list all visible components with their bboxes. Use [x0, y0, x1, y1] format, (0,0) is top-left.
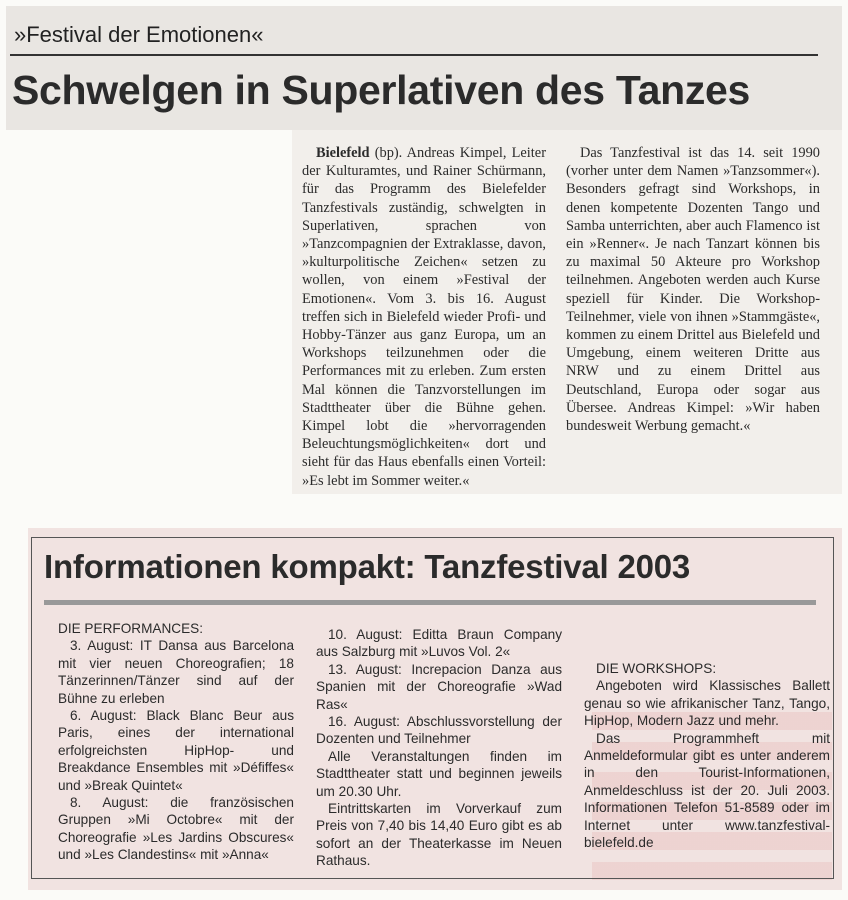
article-column-2: [566, 144, 820, 435]
infobox-column-2: [316, 626, 562, 870]
performance-item: 3. August: IT Dansa aus Barcelona mit vier neuen Choreografien; 18 Tänzerinnen/Tänzer sind auf der Bühne zu erleben: [58, 638, 294, 706]
performance-item: 10. August: Editta Braun Company aus Salzburg mit »Luvos Vol. 2«: [316, 627, 562, 660]
infobox-rule: [44, 600, 816, 605]
infobox-title: Informationen kompakt: Tanzfestival 2003: [44, 548, 691, 585]
article-paragraph-2: Das Tanzfestival ist das 14. seit 1990 (vorher unter dem Namen »Tanzsommer«). Besonders gefragt sind Workshops, in denen kompetente Dozenten Tango und Samba unterrichten, aber auch Flamenco ist ein »Renner«. Je nach Tanzart können bis zu maximal 50 Akteure pro Workshop teilnehmen. Angeboten werden auch Kurse speziell für Kinder. Die Workshop-Teilnehmer, viele von ihnen »Stammgäste«, kommen zu einem Drittel aus Bielefeld und Umgebung, einem weiteren Dritte aus NRW und zu einem Drittel aus Deutschland, Europa oder sogar aus Übersee. Andreas Kimpel: »Wir haben bundesweit Werbung gemacht.«: [566, 145, 820, 435]
ticket-info: Eintrittskarten im Vorverkauf zum Preis von 7,40 bis 14,40 Euro gibt es ab sofort an der Theaterkasse im Neuen Rathaus.: [316, 801, 562, 869]
program-info: Das Programmheft mit Anmeldeformular gibt es unter anderem in den Tourist-Informationen, Anmeldeschluss ist der 20. Juli 2003. Informationen Telefon 51-8589 oder im Internet unter www.tanzfestival-bielefeld.de: [584, 730, 830, 851]
article-paragraph-1-text: (bp). Andreas Kimpel, Leiter der Kulturamtes, und Rainer Schürmann, für das Programm des Bielefelder Tanzfestivals zuständig, schwelgten in Superlativen, sprachen von »Tanzcompagnien der Extraklasse, davon, »kulturpolitische Zeichen« setzen zu wollen, von einem »Festival der Emotionen«. Vom 3. bis 16. August treffen sich in Bielefeld wieder Profi- und Hobby-Tänzer aus ganz Europa, um an Workshops teilzunehmen oder die Performances mit zu erleben. Zum ersten Mal können die Tanzvorstellungen im Stadttheater über die Bühne gehen. Kimpel lobt die »hervorragenden Beleuchtungsmöglichkeiten« dort und sieht für das Haus ebenfalls einen Vorteil: »Es lebt im Sommer weiter.«: [302, 145, 546, 489]
performance-item: 8. August: die französischen Gruppen »Mi Octobre« mit der Choreografie »Les Jardins Obscures« und »Les Clandestins« mit »Anna«: [58, 795, 294, 863]
article-paragraph-1: [302, 144, 546, 490]
header-rule: [10, 54, 818, 56]
article-dateline: Bielefeld: [316, 145, 370, 161]
article-column-1: [302, 144, 546, 490]
workshops-heading: DIE WORKSHOPS:: [596, 661, 717, 676]
performance-item: 6. August: Black Blanc Beur aus Paris, eines der international erfolgreichsten HipHop- und Breakdance Ensembles mit »Défiffes« und »Break Quintet«: [58, 708, 294, 793]
article-kicker: »Festival der Emotionen«: [14, 22, 264, 47]
article-headline: Schwelgen in Superlativen des Tanzes: [12, 67, 751, 113]
performance-item: 13. August: Increpacion Danza aus Spanien mit der Choreografie »Wad Ras«: [316, 661, 562, 712]
performance-item: 16. August: Abschlussvorstellung der Dozenten und Teilnehmer: [316, 714, 562, 747]
workshops-info: Angeboten wird Klassisches Ballett genau so wie afrikanischer Tanz, Tango, HipHop, Modern Jazz und mehr.: [584, 678, 830, 729]
performances-heading: DIE PERFORMANCES:: [58, 621, 204, 636]
infobox-column-3: [584, 660, 830, 851]
infobox-column-1: [58, 620, 294, 864]
venue-info: Alle Veranstaltungen finden im Stadttheater statt und beginnen jeweils um 20.30 Uhr.: [316, 748, 562, 799]
